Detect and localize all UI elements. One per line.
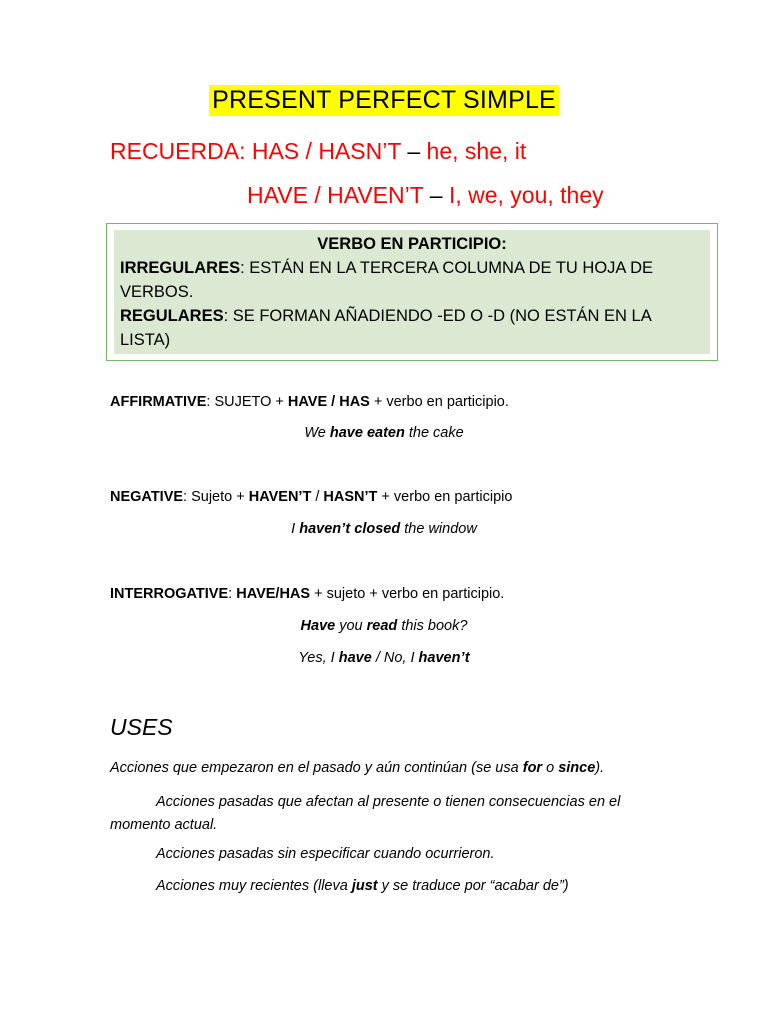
negative-rule (110, 489, 512, 505)
recuerda-has-pronouns: he, she, it (426, 138, 527, 164)
use-text: Acciones muy recientes (lleva (156, 878, 352, 894)
example-verb: have eaten (329, 425, 405, 441)
use-text: Acciones pasadas sin especificar cuando ocurrieron. (156, 846, 495, 862)
example-text: We (304, 425, 330, 441)
participle-box-heading: VERBO EN PARTICIPIO: (317, 235, 507, 253)
interrogative-aux: HAVE/HAS (236, 586, 311, 602)
use-text: y se traduce por “acabar de”) (377, 878, 569, 894)
example-text: this book? (397, 618, 468, 634)
participle-box-fill (114, 230, 710, 354)
affirmative-text: : SUJETO + (206, 394, 288, 410)
recuerda-dash: – (407, 138, 421, 164)
use-text: Acciones que empezaron en el pasado y aún continúan (se usa (110, 760, 523, 776)
interrogative-example-answers (0, 650, 768, 666)
example-text: / No, I (371, 650, 419, 666)
affirmative-aux: HAVE / HAS (287, 394, 370, 410)
example-text: I (291, 521, 300, 537)
example-text: you (335, 618, 367, 634)
example-text: the window (400, 521, 477, 537)
negative-example (0, 521, 768, 537)
example-text: the cake (404, 425, 464, 441)
affirmative-rule (110, 394, 509, 410)
example-aux: Have (300, 618, 336, 634)
regulares-paragraph (120, 304, 704, 352)
interrogative-text-end: + sujeto + verbo en participio. (310, 586, 505, 602)
participle-box (106, 223, 718, 361)
negative-aux-havent: HAVEN’T (248, 489, 312, 505)
affirmative-text-end: + verbo en participio. (369, 394, 509, 410)
example-text: Yes, I (298, 650, 339, 666)
recuerda-line-has (110, 138, 526, 165)
page-title (0, 86, 768, 115)
regulares-text: : SE FORMAN AÑADIENDO -ED O -D (NO ESTÁN EN LA LISTA) (120, 307, 651, 349)
recuerda-dash: – (429, 182, 443, 208)
irregulares-text: : ESTÁN EN LA TERCERA COLUMNA DE TU HOJA DE VERBOS. (120, 259, 654, 301)
example-aux: have (338, 650, 372, 666)
use-item-1 (110, 760, 604, 776)
interrogative-rule (110, 586, 504, 602)
use-item-4 (156, 878, 569, 894)
negative-sep: / (311, 489, 324, 505)
page-title-text: PRESENT PERFECT SIMPLE (209, 85, 559, 116)
use-text: o (542, 760, 559, 776)
interrogative-text: : (228, 586, 237, 602)
use-text: ). (595, 760, 605, 776)
use-item-2 (110, 791, 670, 837)
use-keyword-for: for (522, 760, 543, 776)
affirmative-label: AFFIRMATIVE (110, 394, 207, 410)
example-verb: haven’t closed (299, 521, 401, 537)
example-verb: read (366, 618, 398, 634)
use-item-3 (156, 846, 495, 862)
negative-label: NEGATIVE (110, 489, 184, 505)
recuerda-line-have (247, 182, 604, 209)
interrogative-label: INTERROGATIVE (110, 586, 229, 602)
uses-heading: USES (110, 714, 173, 740)
recuerda-has-text: RECUERDA: HAS / HASN’T (110, 138, 401, 164)
recuerda-have-text: HAVE / HAVEN’T (247, 182, 424, 208)
example-aux: haven’t (418, 650, 470, 666)
negative-text-end: + verbo en participio (377, 489, 513, 505)
interrogative-example-question (0, 618, 768, 634)
negative-aux-hasnt: HASN’T (323, 489, 378, 505)
recuerda-have-pronouns: I, we, you, they (448, 182, 604, 208)
irregulares-paragraph (120, 256, 704, 304)
regulares-label: REGULARES (120, 307, 224, 325)
use-text: Acciones pasadas que afectan al presente o tienen consecuencias en el momento actual. (110, 794, 621, 833)
irregulares-label: IRREGULARES (120, 259, 241, 277)
negative-text: : Sujeto + (183, 489, 249, 505)
use-keyword-just: just (351, 878, 378, 894)
use-keyword-since: since (558, 760, 596, 776)
affirmative-example (0, 425, 768, 441)
